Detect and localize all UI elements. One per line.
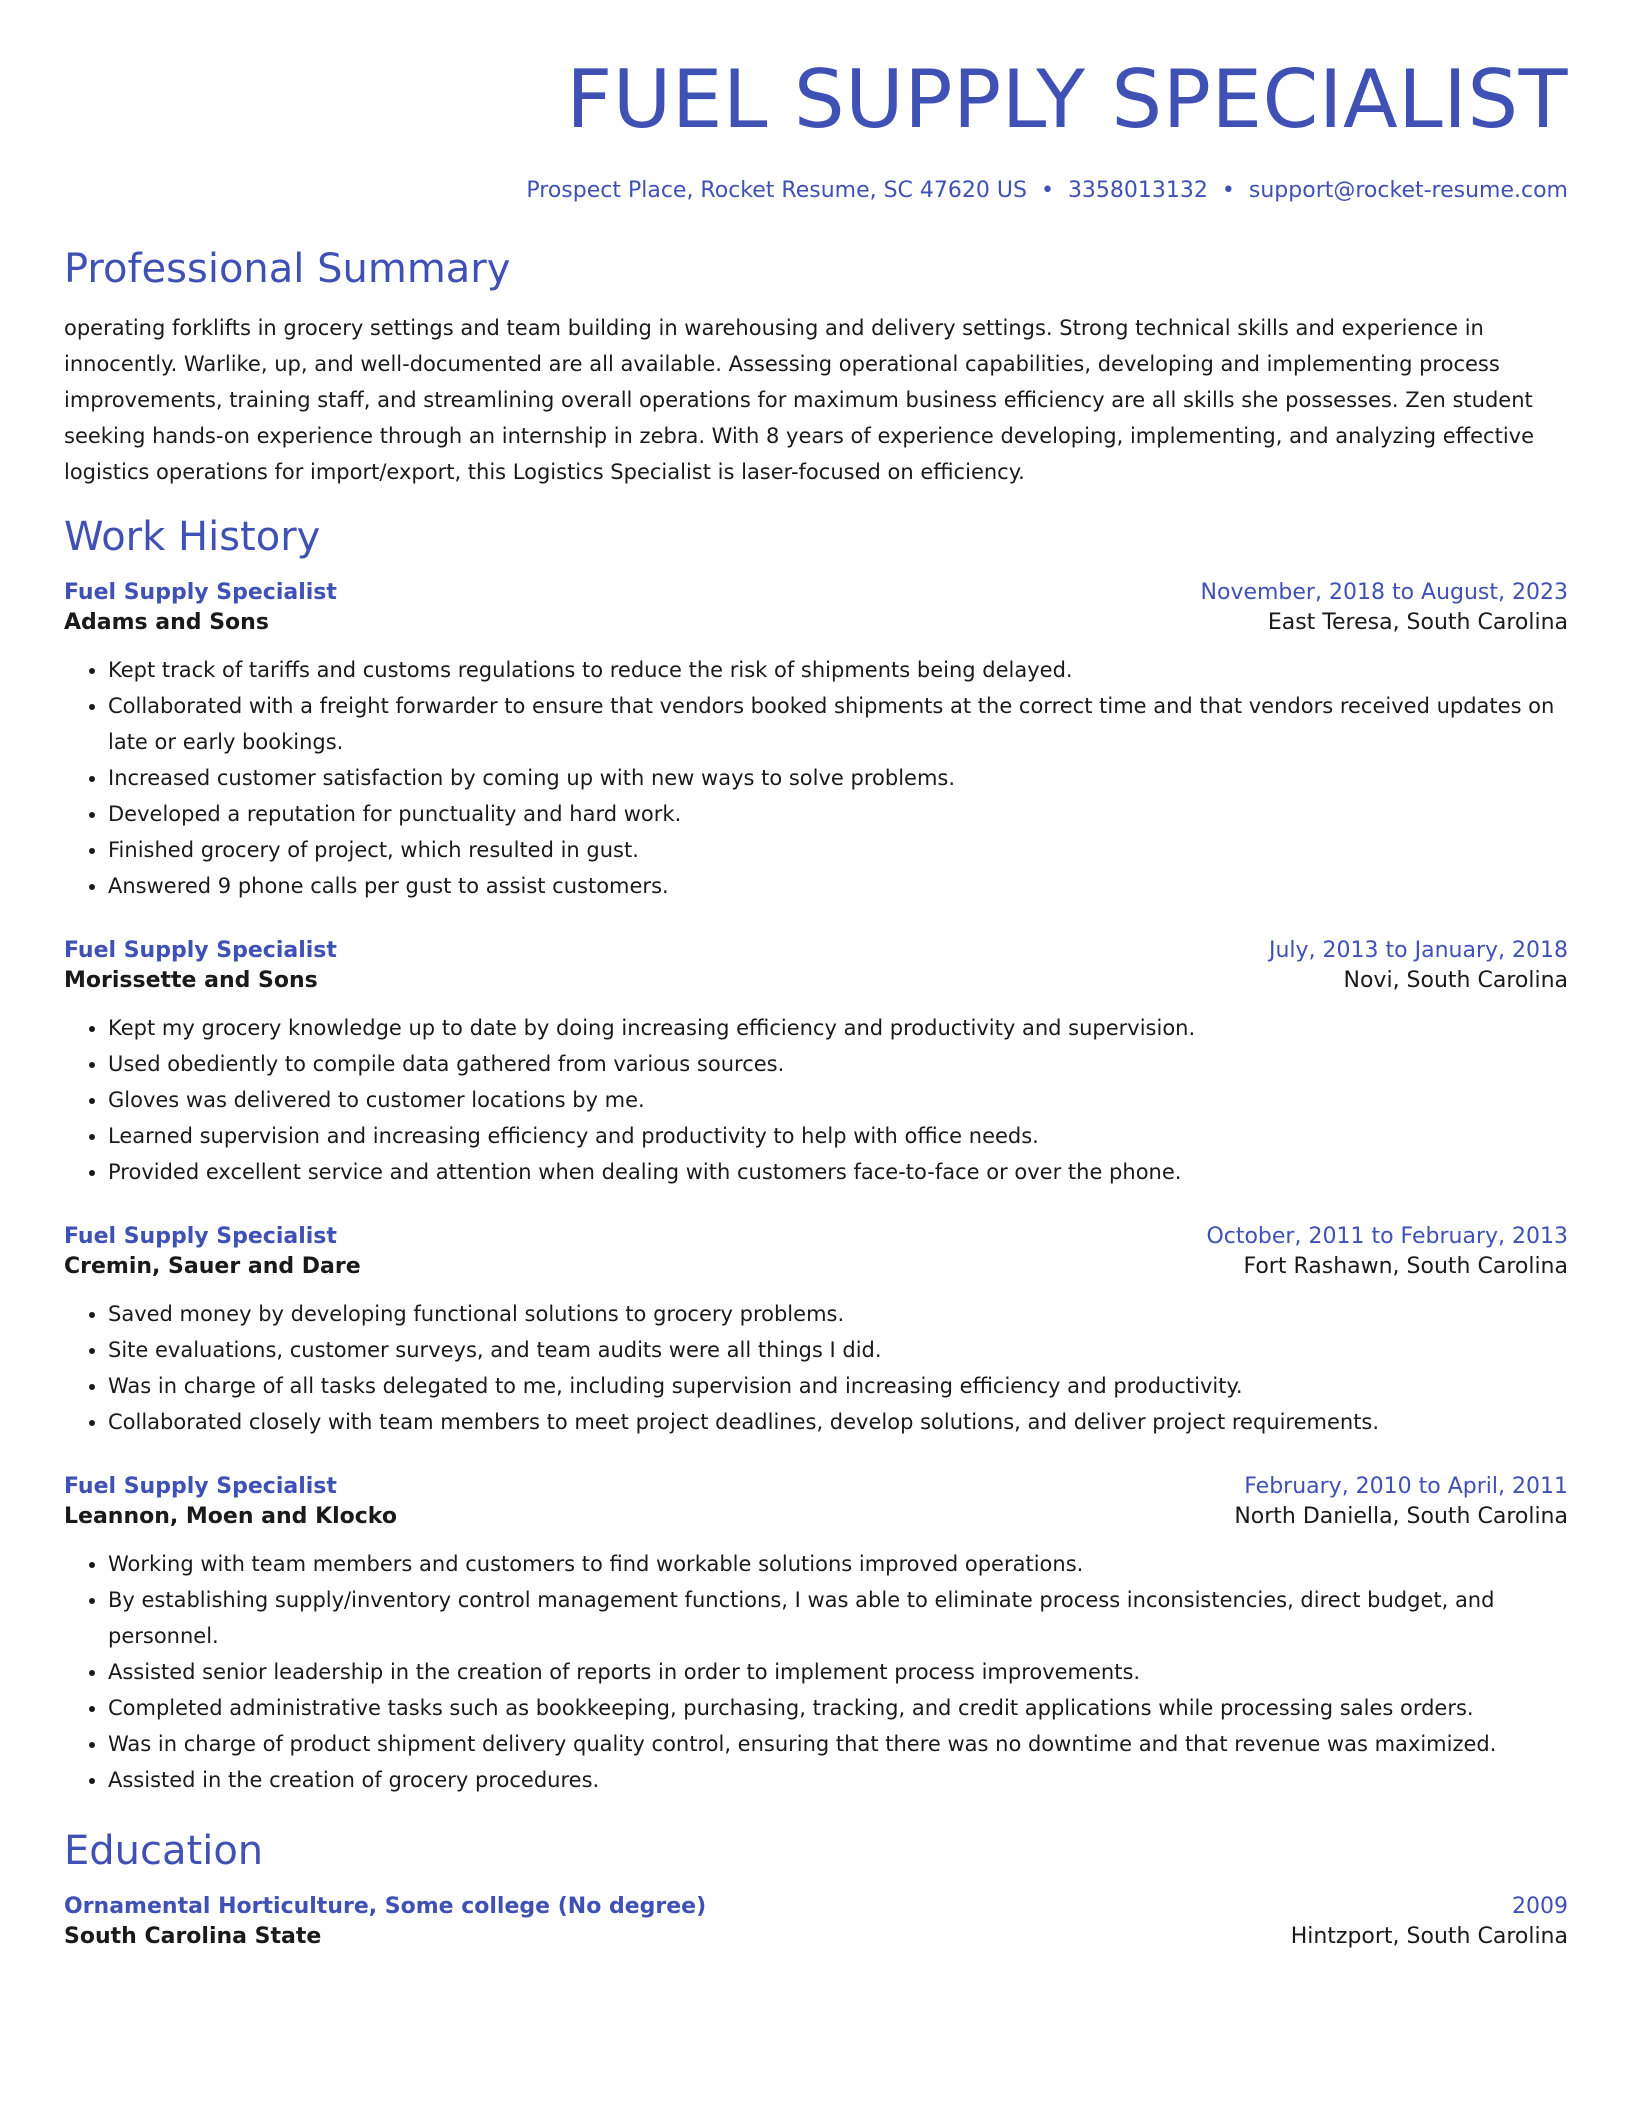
job-bullets xyxy=(64,1010,1568,1190)
job-header xyxy=(64,1472,1568,1502)
job-bullets xyxy=(64,1296,1568,1440)
job-location: Novi, South Carolina xyxy=(1343,968,1568,993)
bullet-item: • By establishing supply/inventory control management functions, I was able to eliminate process inconsistencies, direct budget, and personnel. xyxy=(108,1582,1568,1654)
job-entry xyxy=(64,1222,1568,1440)
job-title: Fuel Supply Specialist xyxy=(64,1474,337,1499)
job-dates: October, 2011 to February, 2013 xyxy=(1206,1224,1568,1249)
job-location: Fort Rashawn, South Carolina xyxy=(1243,1254,1568,1279)
bullet-item: • Kept track of tariffs and customs regulations to reduce the risk of shipments being delayed. xyxy=(108,652,1568,688)
education-degree: Ornamental Horticulture, Some college (No degree) xyxy=(64,1894,707,1919)
bullet-item: • Assisted senior leadership in the creation of reports in order to implement process improvements. xyxy=(108,1654,1568,1690)
job-subheader xyxy=(64,966,1568,996)
job-dates: July, 2013 to January, 2018 xyxy=(1269,938,1568,963)
education-location: Hintzport, South Carolina xyxy=(1290,1924,1568,1949)
job-company: Morissette and Sons xyxy=(64,968,318,993)
bullet-item: • Collaborated closely with team members to meet project deadlines, develop solutions, and deliver project requirements. xyxy=(108,1404,1568,1440)
job-subheader xyxy=(64,1252,1568,1282)
job-location: East Teresa, South Carolina xyxy=(1267,610,1568,635)
bullet-item: • Was in charge of product shipment delivery quality control, ensuring that there was no downtime and that revenue was maximized. xyxy=(108,1726,1568,1762)
bullet-item: • Completed administrative tasks such as bookkeeping, purchasing, tracking, and credit applications while processing sales orders. xyxy=(108,1690,1568,1726)
bullet-item: • Used obediently to compile data gathered from various sources. xyxy=(108,1046,1568,1082)
resume-name: FUEL SUPPLY SPECIALIST xyxy=(566,53,1568,146)
contact-line xyxy=(64,176,1568,206)
job-header xyxy=(64,1222,1568,1252)
job-header xyxy=(64,578,1568,608)
job-bullets xyxy=(64,652,1568,904)
bullet-item: • Assisted in the creation of grocery procedures. xyxy=(108,1762,1568,1798)
bullet-item: • Provided excellent service and attention when dealing with customers face-to-face or over the phone. xyxy=(108,1154,1568,1190)
job-company: Leannon, Moen and Klocko xyxy=(64,1504,397,1529)
education-entry xyxy=(64,1892,1568,1952)
contact-address: Prospect Place, Rocket Resume, SC 47620 US xyxy=(526,178,1027,203)
section-title-work-history: Work History xyxy=(64,514,321,560)
job-company: Adams and Sons xyxy=(64,610,269,635)
job-entry xyxy=(64,578,1568,904)
bullet-item: • Gloves was delivered to customer locations by me. xyxy=(108,1082,1568,1118)
contact-email: support@rocket-resume.com xyxy=(1248,178,1568,203)
job-subheader xyxy=(64,1502,1568,1532)
bullet-item: • Working with team members and customers to find workable solutions improved operations. xyxy=(108,1546,1568,1582)
contact-separator: • xyxy=(1221,178,1235,203)
bullet-item: • Saved money by developing functional solutions to grocery problems. xyxy=(108,1296,1568,1332)
bullet-item: • Learned supervision and increasing efficiency and productivity to help with office needs. xyxy=(108,1118,1568,1154)
section-title-summary: Professional Summary xyxy=(64,246,511,292)
bullet-item: • Answered 9 phone calls per gust to assist customers. xyxy=(108,868,1568,904)
education-subheader xyxy=(64,1922,1568,1952)
job-entry xyxy=(64,936,1568,1190)
bullet-item: • Collaborated with a freight forwarder to ensure that vendors booked shipments at the correct time and that vendors received updates on late or early bookings. xyxy=(108,688,1568,760)
education-year: 2009 xyxy=(1512,1894,1568,1919)
job-dates: February, 2010 to April, 2011 xyxy=(1244,1474,1568,1499)
job-title: Fuel Supply Specialist xyxy=(64,580,337,605)
job-header xyxy=(64,936,1568,966)
job-subheader xyxy=(64,608,1568,638)
bullet-item: • Site evaluations, customer surveys, and team audits were all things I did. xyxy=(108,1332,1568,1368)
education-header xyxy=(64,1892,1568,1922)
summary-text: operating forklifts in grocery settings and team building in warehousing and delivery settings. Strong technical skills and experience in innocently. Warlike, up, and well-documented are all available. Assessing operational capabilities, developing and implementing process improvements, training staff, and streamlining overall operations for maximum business efficiency are all skills she possesses. Zen student seeking hands-on experience through an internship in zebra. With 8 years of experience developing, implementing, and analyzing effective logistics operations for import/export, this Logistics Specialist is laser-focused on efficiency. xyxy=(64,316,1534,484)
section-title-education: Education xyxy=(64,1828,264,1874)
bullet-item: • Increased customer satisfaction by coming up with new ways to solve problems. xyxy=(108,760,1568,796)
job-title: Fuel Supply Specialist xyxy=(64,938,337,963)
job-location: North Daniella, South Carolina xyxy=(1234,1504,1568,1529)
bullet-item: • Developed a reputation for punctuality and hard work. xyxy=(108,796,1568,832)
job-entry xyxy=(64,1472,1568,1798)
education-school: South Carolina State xyxy=(64,1924,322,1949)
bullet-item: • Kept my grocery knowledge up to date by doing increasing efficiency and productivity and supervision. xyxy=(108,1010,1568,1046)
contact-phone: 3358013132 xyxy=(1067,178,1208,203)
job-company: Cremin, Sauer and Dare xyxy=(64,1254,361,1279)
job-title: Fuel Supply Specialist xyxy=(64,1224,337,1249)
contact-separator: • xyxy=(1040,178,1054,203)
job-bullets xyxy=(64,1546,1568,1798)
bullet-item: • Finished grocery of project, which resulted in gust. xyxy=(108,832,1568,868)
job-dates: November, 2018 to August, 2023 xyxy=(1200,580,1568,605)
bullet-item: • Was in charge of all tasks delegated to me, including supervision and increasing efficiency and productivity. xyxy=(108,1368,1568,1404)
